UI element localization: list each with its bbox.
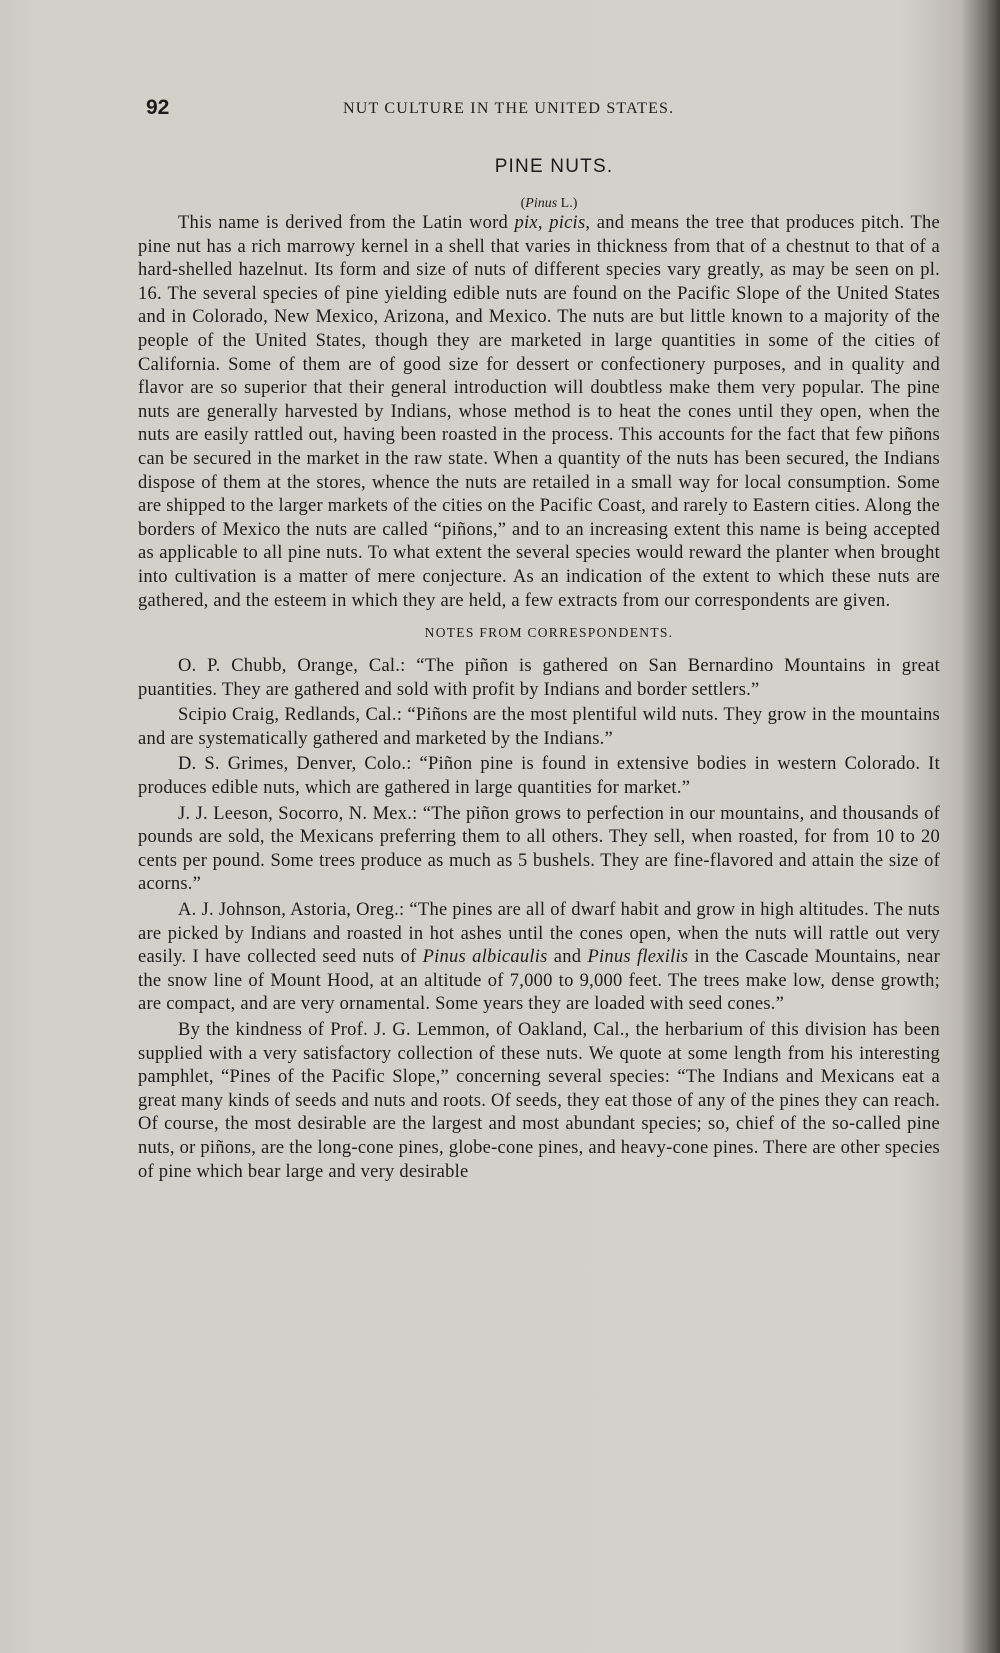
notes-heading: NOTES FROM CORRESPONDENTS. [424,625,674,641]
note-chubb: O. P. Chubb, Orange, Cal.: “The piñon is gathered on San Bernardino Mountains in great puantities. They are gathered and sold with profit by Indians and border settlers.” [138,656,940,700]
intro-text-1: This name is derived from the Latin word [178,213,515,233]
note-leeson: J. J. Leeson, Socorro, N. Mex.: “The piñon grows to perfection in our mountains, and thousands of pounds are sold, the Mexicans preferring them to all others. They sell, when roasted, for from 10 to 20 cents per pound. Some trees produce as much as 5 bushels. They are fine-flavored and attain the size of acorns.” [138,803,940,895]
intro-paragraph [138,212,940,613]
note-grimes: D. S. Grimes, Denver, Colo.: “Piñon pine is found in extensive bodies in western Colorado. It produces edible nuts, which are gathered in large quantities for market.” [138,754,940,799]
species-flexilis: Pinus flexilis [587,947,689,968]
running-head [138,96,940,126]
genus-line: (Pinus L.) [520,196,578,211]
note-lemmon: By the kindness of Prof. J. G. Lemmon, of Oakland, Cal., the herbarium of this division has been supplied with a very satisfactory collection of these nuts. We quote at some length from his interesting pamphlet, “Pines of the Pacific Slope,” concerning several species: “The Indians and Mexicans eat a great many kinds of seeds and nuts and roots. Of seeds, they eat those of any of the pines they can reach. Of course, the most desirable are the largest and most abundant species; so, chief of the so-called pine nuts, or piñons, are the long-cone pines, globe-cone pines, and heavy-cone pines. There are other species of pine which bear large and very desirable [138,1020,940,1182]
page-number: 92 [146,96,170,119]
page-content [138,96,940,1184]
genus-name: Pinus [525,196,558,211]
note-johnson [138,899,940,1017]
note-craig: Scipio Craig, Redlands, Cal.: “Piñons are the most plentiful wild nuts. They grow in the mountains and are systematically gathered and marketed by the Indians.” [138,705,940,749]
genus-author: L. [560,196,573,211]
species-albicaulis: Pinus albicaulis [422,947,548,968]
section-title: PINE NUTS. [494,156,614,177]
running-title: NUT CULTURE IN THE UNITED STATES. [343,100,675,117]
johnson-text-1: A. J. Johnson, Astoria, Oreg.: “The pines are all of dwarf habit and grow in high altitudes. The nuts are picked by Indians and roasted in hot ashes until the cones open, when the nuts will rattle out very easily. I have collected seed nuts of [138,900,940,968]
intro-text-2: , and means the tree that produces pitch. The pine nut has a rich marrowy kernel in a shell that varies in thickness from that of a chestnut to that of a hard-shelled hazelnut. Its form and size of nuts of different species vary greatly, as may be seen on pl. 16. The several species of pine yielding edible nuts are found on the Pacific Slope of the United States and in Colorado, New Mexico, Arizona, and Mexico. The nuts are but little known to a majority of the people of the United States, though they are marketed in large quantities in some of the cities of California. Some of them are of good size for dessert or confectionery purposes, and in quality and flavor are so superior that their general introduction will doubtless make them very popular. The pine nuts are generally harvested by Indians, whose method is to heat the cones until they open, when the nuts are easily rattled out, having been roasted in the process. This accounts for the fact that few piñons can be secured in the market in the raw state. When a quantity of the nuts has been secured, the Indians dispose of them at the stores, whence the nuts are retailed in a small way for local consumption. Some are shipped to the larger markets of the cities on the Pacific Coast, and rarely to Eastern cities. Along the borders of Mexico the nuts are called “piñons,” and to an increasing extent this name is being accepted as applicable to all pine nuts. To what extent the several species would reward the planter when brought into cultivation is a matter of mere conjecture. As an indication of the extent to which these nuts are gathered, and the esteem in which they are held, a few extracts from our correspondents are given. [138,213,940,611]
johnson-text-3: in the Cascade Mountains, near the snow line of Mount Hood, at an altitude of 7,000 to 9,000 feet. The trees make low, dense growth; are compact, and are very ornamental. Some years they are loaded with seed cones.” [138,947,940,1015]
johnson-text-2: and [547,947,588,968]
latin-word: pix, picis [514,213,586,233]
